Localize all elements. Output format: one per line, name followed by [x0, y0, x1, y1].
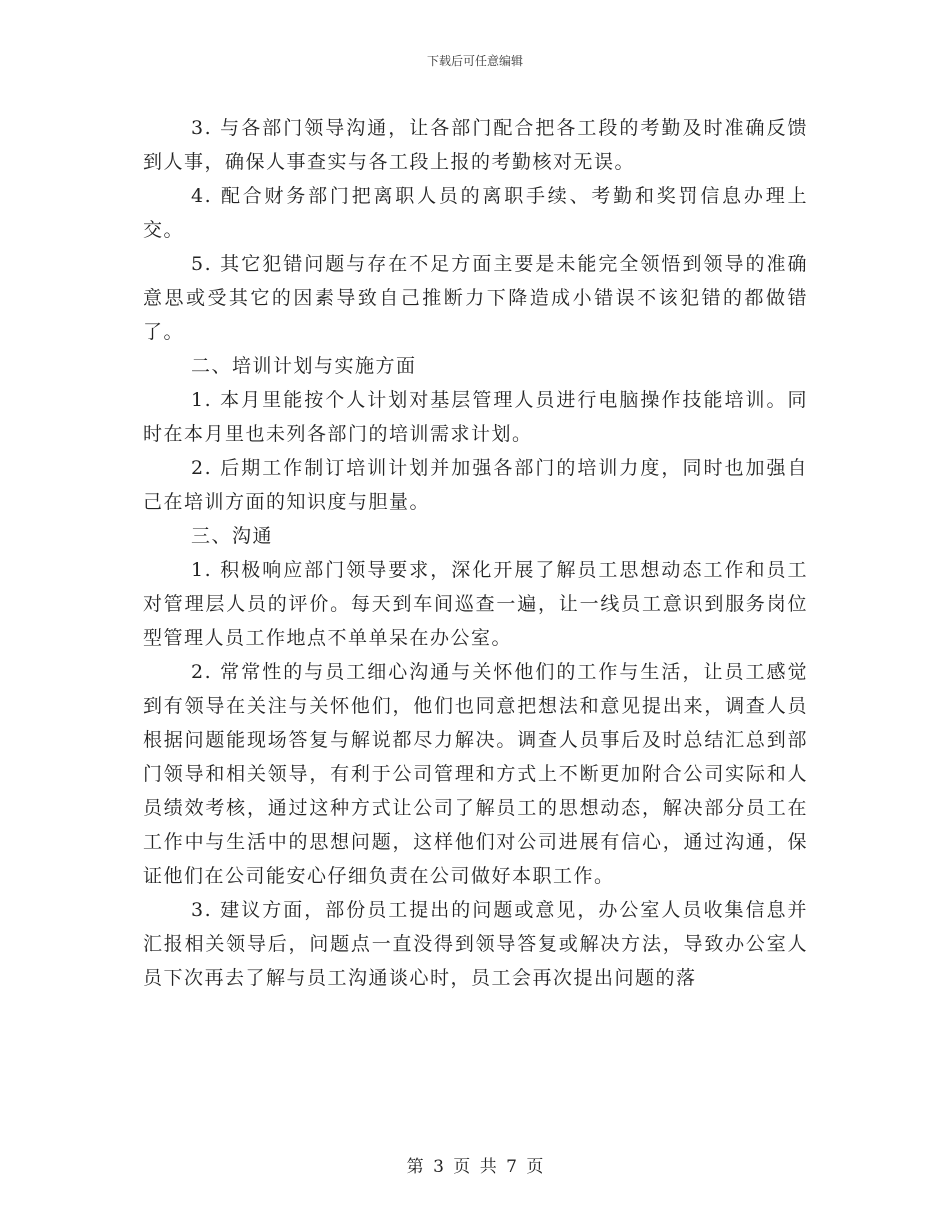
- paragraph-mistakes-shortcomings: 5. 其它犯错问题与存在不足方面主要是未能完全领悟到领导的准确意思或受其它的因素导致自己推断力下降造成小错误不该犯错的都做错了。: [143, 253, 808, 343]
- document-body: [143, 111, 808, 995]
- paragraph-attendance-communication: 3. 与各部门领导沟通，让各部门配合把各工段的考勤及时准确反馈到人事，确保人事查实与各工段上报的考勤核对无误。: [143, 117, 808, 173]
- paragraph-training-plan: 2. 后期工作制订培训计划并加强各部门的培训力度，同时也加强自己在培训方面的知识度与胆量。: [143, 457, 808, 513]
- page-header-note: 下载后可任意编辑: [426, 54, 523, 68]
- paragraph-resignation-procedures: 4. 配合财务部门把离职人员的离职手续、考勤和奖罚信息办理上交。: [143, 185, 808, 241]
- page-number: 第 3 页 共 7 页: [406, 1157, 544, 1177]
- paragraph-training-computer-skills: 1. 本月里能按个人计划对基层管理人员进行电脑操作技能培训。同时在本月里也未列各部门的培训需求计划。: [143, 389, 808, 445]
- section-heading-training: 二、培训计划与实施方面: [191, 355, 417, 377]
- paragraph-communication-inspection: 1. 积极响应部门领导要求，深化开展了解员工思想动态工作和员工对管理层人员的评价。每天到车间巡查一遍，让一线员工意识到服务岗位型管理人员工作地点不单单呆在办公室。: [143, 559, 808, 649]
- paragraph-communication-suggestions: 3. 建议方面，部份员工提出的问题或意见，办公室人员收集信息并汇报相关领导后，问题点一直没得到领导答复或解决方法，导致办公室人员下次再去了解与员工沟通谈心时，员工会再次提出问题的落: [143, 899, 808, 989]
- paragraph-communication-care: 2. 常常性的与员工细心沟通与关怀他们的工作与生活，让员工感觉到有领导在关注与关怀他们，他们也同意把想法和意见提出来，调查人员根据问题能现场答复与解说都尽力解决。调查人员事后及时总结汇总到部门领导和相关领导，有利于公司管理和方式上不断更加附合公司实际和人员绩效考核，通过这种方式让公司了解员工的思想动态，解决部分员工在工作中与生活中的思想问题，这样他们对公司进展有信心，通过沟通，保证他们在公司能安心仔细负责在公司做好本职工作。: [143, 661, 808, 887]
- section-heading-communication: 三、沟通: [191, 525, 274, 547]
